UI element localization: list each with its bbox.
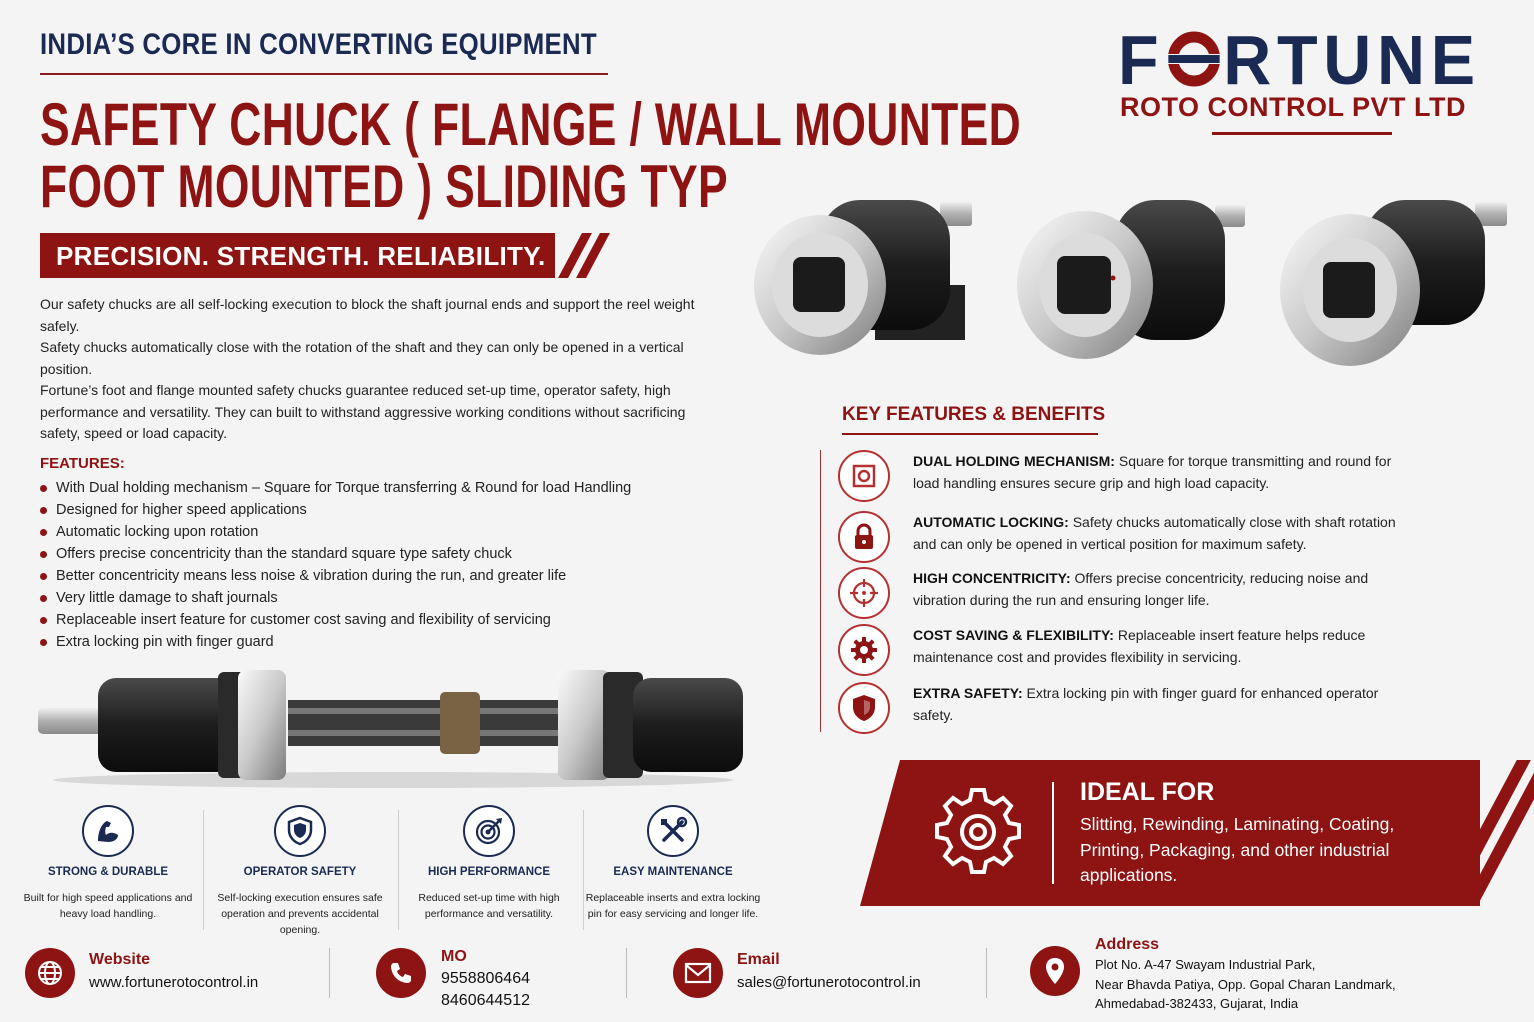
shield-check-icon [274,805,326,857]
key-feature-row [838,567,1408,621]
key-feature-row [838,511,1408,565]
key-features-heading: KEY FEATURES & BENEFITS [842,404,1106,425]
key-feature-title: DUAL HOLDING MECHANISM: [913,453,1115,469]
key-feature-row [838,624,1408,678]
feature-item: Designed for higher speed applications [40,499,631,521]
benefit-title: OPERATOR SAFETY [243,866,357,878]
ideal-for-separator [1052,782,1054,884]
features-heading: FEATURES: [40,455,125,472]
key-feature-title: EXTRA SAFETY: [913,685,1023,701]
key-features-underline [842,433,1098,435]
key-feature-description: Replaceable insert feature helps reduce maintenance cost and provides flexibility in servicing. [913,627,1366,665]
wall-mounted-chuck-image [1280,200,1507,366]
benefit-description: Built for high speed applications and heavy load handling. [23,892,193,920]
key-feature-text [913,567,1403,611]
tagline: INDIA’S CORE IN CONVERTING EQUIPMENT [40,28,597,61]
address-label: Address [1095,936,1160,953]
key-feature-description: Safety chucks automatically close with shaft rotation and can only be opened in vertical position for maximum safety. [913,514,1396,552]
foot-mounted-chuck-image [754,200,972,355]
benefit-title: HIGH PERFORMANCE [427,866,551,878]
email-link[interactable]: sales@fortunerotocontrol.in [737,974,921,991]
website-link[interactable]: www.fortunerotocontrol.in [89,974,259,991]
benefit-card [578,805,768,922]
key-features-divider [820,450,821,732]
key-feature-text [913,624,1403,668]
feature-item: Replaceable insert feature for customer cost saving and flexibility of servicing [40,609,631,631]
flange-mounted-chuck-image [1017,200,1245,359]
shield-icon [838,682,890,734]
logo-o-mark-icon [1164,20,1223,100]
target-arrow-icon [463,805,515,857]
benefit-description: Replaceable inserts and extra locking pin for easy servicing and longer life. [585,892,761,920]
key-feature-description: Extra locking pin with finger guard for enhanced operator safety. [913,685,1379,723]
intro-paragraph: Our safety chucks are all self-locking execution to block the shaft journal ends and support the reel weight safely. [40,296,695,334]
phone-number[interactable]: 8460644512 [441,992,530,1009]
benefit-description: Reduced set-up time with high performance and versatility. [418,892,560,920]
globe-icon [25,948,75,998]
brand-logo [1118,20,1481,100]
feature-item: Extra locking pin with finger guard [40,631,631,653]
address-line: Plot No. A-47 Swayam Industrial Park, [1095,957,1316,972]
key-feature-text [913,450,1403,494]
mobile-label: MO [441,948,467,965]
ideal-for-text: Slitting, Rewinding, Laminating, Coating, Printing, Packaging, and other industrial applications. [1080,814,1395,885]
brand-subtitle: ROTO CONTROL PVT LTD [1120,92,1466,122]
key-feature-text [913,682,1403,726]
benefit-divider [203,810,204,930]
phone-icon [376,948,426,998]
wrench-screwdriver-icon [647,805,699,857]
crosshair-icon [838,567,890,619]
features-list [40,477,631,653]
safety-chuck-product-images [745,190,1520,390]
address-line: Near Bhavda Patiya, Opp. Gopal Charan Landmark, [1095,977,1396,992]
contact-divider [329,948,330,998]
benefit-title: STRONG & DURABLE [47,866,169,878]
intro-paragraph: Fortune’s foot and flange mounted safety chucks guarantee reduced set-up time, operator safety, high performance and versatility. They can built to withstand aggressive working conditions without sacrificing safety, speed or load capacity. [40,382,686,441]
feature-item: Automatic locking upon rotation [40,521,631,543]
benefit-description: Self-locking execution ensures safe operation and prevents accidental opening. [217,892,383,936]
tagline-divider [40,73,608,75]
key-feature-row [838,450,1408,504]
website-label: Website [89,951,151,968]
logo-letter: F [1118,21,1165,99]
envelope-icon [673,948,723,998]
page-title-line-2: FOOT MOUNTED ) SLIDING TYP [40,153,728,220]
feature-item: Better concentricity means less noise & vibration during the run, and greater life [40,565,631,587]
key-feature-title: HIGH CONCENTRICITY: [913,570,1071,586]
square-target-icon [838,450,890,502]
key-feature-text [913,511,1403,555]
address-line: Ahmedabad-382433, Gujarat, India [1095,996,1299,1011]
key-feature-description: Square for torque transmitting and round for load handling ensures secure grip and high load capacity. [913,453,1392,491]
logo-underline [1212,132,1392,135]
benefit-card [394,805,584,922]
lock-icon [838,511,890,563]
benefit-title: EASY MAINTENANCE [613,866,733,878]
location-pin-icon [1030,946,1080,996]
benefit-card [13,805,203,922]
flexed-arm-icon [82,805,134,857]
slogan-banner: PRECISION. STRENGTH. RELIABILITY. [40,233,555,278]
gear-icon [930,784,1026,880]
intro-paragraph: Safety chucks automatically close with the rotation of the shaft and they can only be opened in a vertical position. [40,339,684,377]
feature-item: Offers precise concentricity than the standard square type safety chuck [40,543,631,565]
feature-item: Very little damage to shaft journals [40,587,631,609]
key-feature-title: COST SAVING & FLEXIBILITY: [913,627,1114,643]
intro-text [40,294,720,445]
contact-divider [986,948,987,998]
page-title-line-1: SAFETY CHUCK ( FLANGE / WALL MOUNTED [40,91,1022,158]
key-feature-description: Offers precise concentricity, reducing noise and vibration during the run and ensuring longer life. [913,570,1369,608]
logo-letters: RTUNE [1223,21,1481,99]
key-feature-row [838,682,1408,736]
email-label: Email [737,951,780,968]
shaft-assembly-image [38,660,748,790]
feature-item: With Dual holding mechanism – Square for Torque transferring & Round for load Handling [40,477,631,499]
ideal-for-title: IDEAL FOR [1080,778,1215,806]
benefit-card [205,805,395,938]
phone-number[interactable]: 9558806464 [441,970,530,987]
contact-divider [626,948,627,998]
gear-icon [838,624,890,676]
key-feature-title: AUTOMATIC LOCKING: [913,514,1069,530]
